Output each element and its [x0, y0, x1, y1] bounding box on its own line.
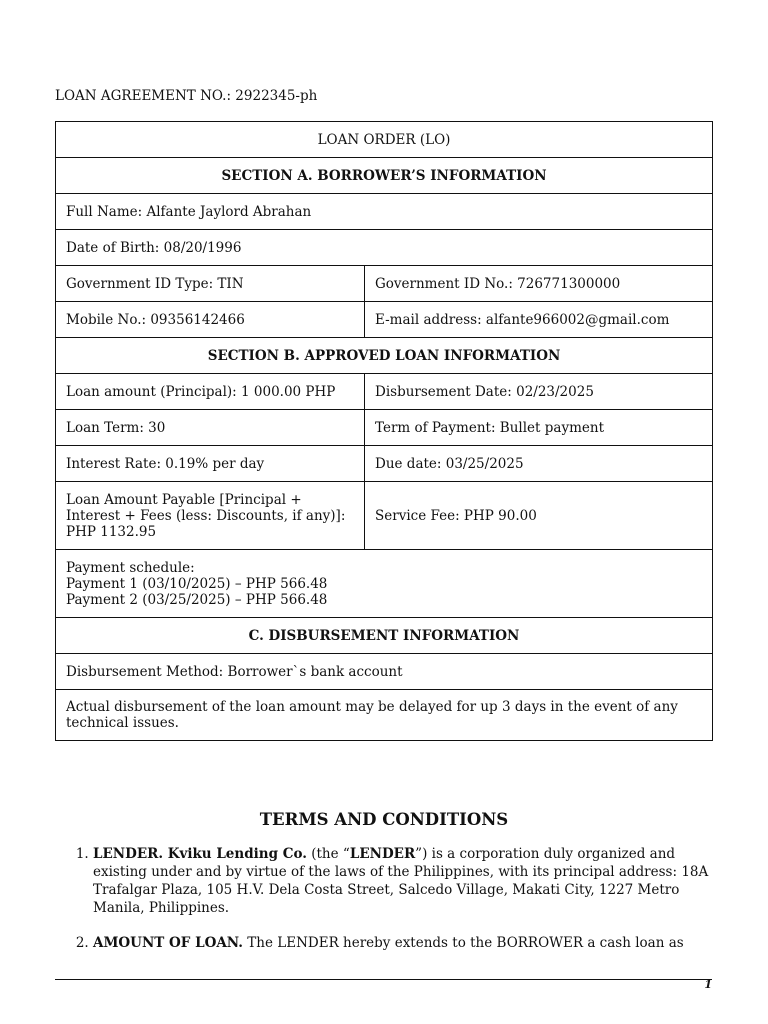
- loan-order-table: [55, 121, 713, 741]
- disbursement-delay-note: Actual disbursement of the loan amount may be delayed for up 3 days in the event of any technical issues.: [56, 690, 713, 741]
- full-name: Full Name: Alfante Jaylord Abrahan: [56, 194, 713, 230]
- term-lender-lead: LENDER. Kviku Lending Co.: [93, 846, 307, 862]
- term-lender-word: LENDER: [349, 846, 416, 862]
- email-address: E-mail address: alfante966002@gmail.com: [365, 302, 713, 338]
- payment-schedule-label: Payment schedule:: [66, 559, 195, 576]
- term-amount-lead: AMOUNT OF LOAN.: [93, 935, 243, 951]
- due-date: Due date: 03/25/2025: [365, 446, 713, 482]
- payment-schedule: [56, 550, 713, 618]
- term-amount-of-loan: [93, 934, 713, 952]
- loan-order-title: LOAN ORDER (LO): [56, 122, 713, 158]
- loan-amount: Loan amount (Principal): 1 000.00 PHP: [56, 374, 365, 410]
- payment-2: Payment 2 (03/25/2025) – PHP 566.48: [66, 591, 328, 608]
- term-lender: [93, 845, 713, 917]
- disbursement-date: Disbursement Date: 02/23/2025: [365, 374, 713, 410]
- payment-1: Payment 1 (03/10/2025) – PHP 566.48: [66, 575, 328, 592]
- section-a-heading: SECTION A. BORROWER’S INFORMATION: [56, 158, 713, 194]
- disbursement-method: Disbursement Method: Borrower`s bank account: [56, 654, 713, 690]
- gov-id-number: Government ID No.: 726771300000: [365, 266, 713, 302]
- term-amount-text: The LENDER hereby extends to the BORROWER a cash loan as: [242, 935, 684, 951]
- interest-rate: Interest Rate: 0.19% per day: [56, 446, 365, 482]
- date-of-birth: Date of Birth: 08/20/1996: [56, 230, 713, 266]
- service-fee: Service Fee: PHP 90.00: [365, 482, 713, 550]
- term-of-payment: Term of Payment: Bullet payment: [365, 410, 713, 446]
- loan-term: Loan Term: 30: [56, 410, 365, 446]
- mobile-number: Mobile No.: 09356142466: [56, 302, 365, 338]
- section-c-heading: C. DISBURSEMENT INFORMATION: [56, 618, 713, 654]
- agreement-number: LOAN AGREEMENT NO.: 2922345-ph: [55, 88, 318, 104]
- terms-list: [55, 845, 713, 969]
- gov-id-type: Government ID Type: TIN: [56, 266, 365, 302]
- term-lender-text: ”) is a corporation duly organized and existing under and by virtue of the laws of the Philippines, with its principal address: 18A Trafalgar Plaza, 105 H.V. Dela Costa Street, Salcedo Village, Makati City, 1227 Metro Manila, Philippines.: [93, 846, 709, 916]
- term-lender-pre: (the “: [306, 846, 350, 862]
- page-number: 1: [704, 978, 712, 991]
- loan-amount-payable: Loan Amount Payable [Principal + Interest + Fees (less: Discounts, if any)]: PHP 1132.95: [56, 482, 365, 550]
- footer-divider: [55, 979, 712, 980]
- terms-title: TERMS AND CONDITIONS: [259, 810, 509, 829]
- section-b-heading: SECTION B. APPROVED LOAN INFORMATION: [56, 338, 713, 374]
